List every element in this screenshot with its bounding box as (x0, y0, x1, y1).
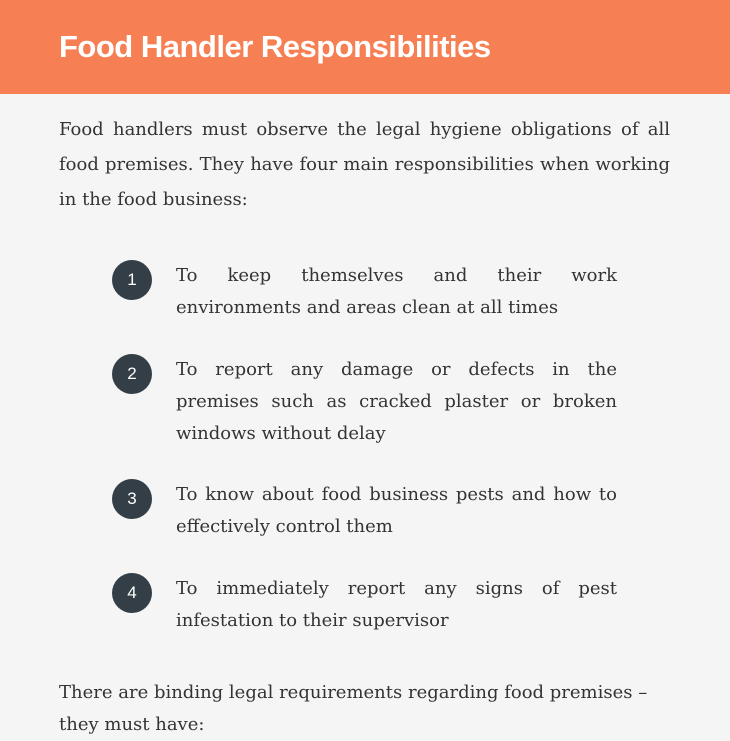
number-badge: 1 (112, 260, 152, 300)
list-item-text: To immediately report any signs of pest infestation to their supervisor (176, 578, 617, 631)
list-item (112, 573, 617, 637)
number-badge: 2 (112, 354, 152, 394)
intro-paragraph: Food handlers must observe the legal hygiene obligations of all food premises. They have four main responsibilities when working in the food business: (59, 119, 670, 210)
list-item-text: To keep themselves and their work environments and areas clean at all times (176, 265, 617, 318)
number-badge: 4 (112, 573, 152, 613)
list-item (112, 479, 617, 543)
page-title: Food Handler Responsibilities (59, 29, 491, 64)
list-item (112, 260, 617, 324)
list-item (112, 354, 617, 450)
number-badge: 3 (112, 479, 152, 519)
outro-paragraph: There are binding legal requirements regarding food premises – they must have: (59, 682, 648, 735)
main-content (59, 112, 670, 735)
list-item-text: To report any damage or defects in the premises such as cracked plaster or broken windows without delay (176, 359, 617, 444)
responsibilities-list (112, 260, 617, 637)
list-item-text: To know about food business pests and how to effectively control them (176, 484, 617, 537)
page-header (0, 0, 730, 94)
